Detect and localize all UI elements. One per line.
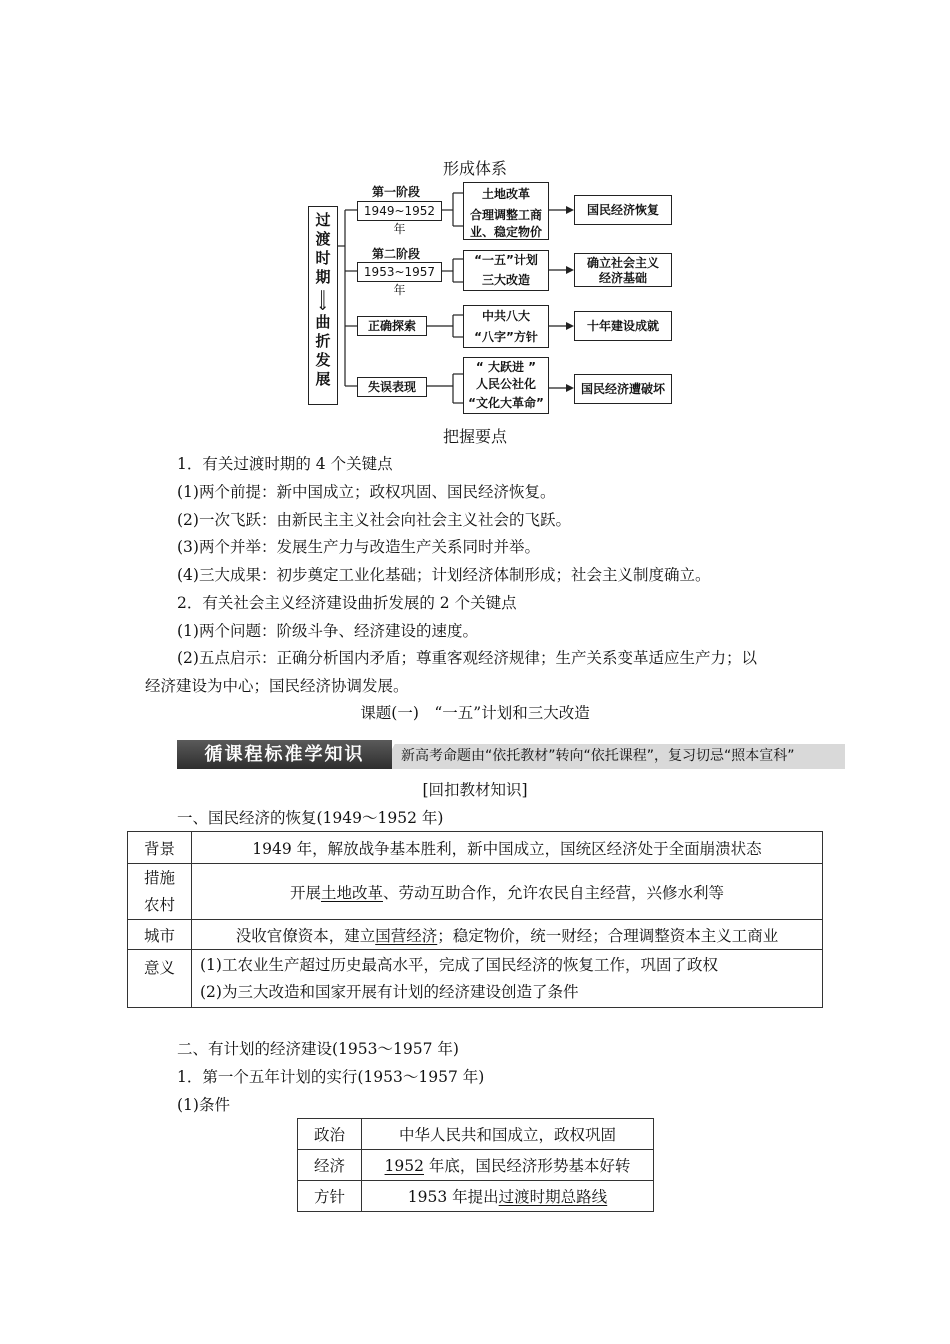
text-segment: 开展: [289, 883, 321, 902]
branch3-item-a: 中共八大: [481, 309, 530, 323]
branch4-item-b: “文化大革命”: [468, 396, 544, 410]
stage2-result-line2: 经济基础: [598, 271, 647, 285]
diagram-subtitle: 把握要点: [442, 427, 507, 446]
left-char: 期: [315, 268, 331, 286]
key-point-heading-2: 2．有关社会主义经济建设曲折发展的 2 个关键点: [177, 594, 517, 612]
row-label: 意义: [128, 950, 192, 1008]
row-label: 政治: [298, 1119, 362, 1150]
row-label: 背景: [128, 832, 192, 864]
row-text-line: (2)为三大改造和国家开展有计划的经济建设创造了条件: [200, 982, 579, 1001]
row-text: [362, 1181, 654, 1212]
left-char: 展: [315, 370, 331, 388]
stage1-years: 1949~1952年: [357, 201, 442, 221]
row-label-line: 措施: [143, 868, 175, 887]
stage2-item-a: “一五”计划: [474, 253, 538, 267]
table-row: [128, 864, 823, 920]
text-segment: 年底，国民经济形势基本好转: [424, 1157, 631, 1175]
section-banner: [177, 740, 845, 769]
stage2-result-line1: 确立社会主义: [586, 256, 659, 270]
key-point-2-1: (1)两个问题：阶级斗争、经济建设的速度。: [177, 622, 478, 640]
row-label: 城市: [128, 920, 192, 950]
left-char: 发: [315, 351, 331, 369]
row-text: [362, 1150, 654, 1181]
row-text: [192, 950, 823, 1008]
stage2-item-b: 三大改造: [481, 273, 530, 287]
stage1-item-b-line2: 业、稳定物价: [469, 225, 542, 239]
table-row: [298, 1181, 654, 1212]
conditions-table: [297, 1118, 654, 1212]
left-char: 渡: [315, 230, 331, 248]
key-point-1-4: (4)三大成果：初步奠定工业化基础；计划经济体制形成；社会主义制度确立。: [177, 566, 711, 584]
recovery-table: [127, 831, 823, 1008]
text-segment: 、劳动互助合作，允许农民自主经营，兴修水利等: [383, 883, 725, 902]
branch3-items-box: [463, 305, 549, 348]
branch3-result: 十年建设成就: [574, 311, 672, 341]
stage2-items-box: [463, 250, 549, 291]
underlined-term: 国营经济: [375, 926, 438, 945]
lesson-title: 课题(一) “一五”计划和三大改造: [360, 704, 590, 722]
row-text-line: (1)工农业生产超过历史最高水平，完成了国民经济的恢复工作，巩固了政权: [200, 955, 718, 974]
stage1-result: 国民经济恢复: [574, 195, 672, 225]
left-char: 时: [315, 249, 331, 267]
banner-title: 循课程标准学知识: [177, 740, 392, 769]
stage1-item-a: 土地改革: [481, 187, 530, 201]
table-row: [298, 1150, 654, 1181]
section1-heading: 一、国民经济的恢复(1949～1952 年): [177, 809, 444, 827]
row-label: 方针: [298, 1181, 362, 1212]
section2-sub1-1: (1)条件: [177, 1096, 230, 1114]
key-point-1-3: (3)两个并举：发展生产力与改造生产关系同时并举。: [177, 538, 540, 556]
stage2-label: 第二阶段: [372, 247, 421, 261]
table-row: [128, 920, 823, 950]
row-label-line: 农村: [143, 895, 175, 914]
left-column-box: [308, 206, 338, 405]
stage1-item-b-line1: 合理调整工商: [469, 208, 542, 222]
left-char: 折: [315, 332, 331, 350]
recall-heading: [回扣教材知识]: [422, 781, 528, 799]
underlined-term: 土地改革: [320, 883, 383, 902]
stage2-result-box: [574, 253, 672, 287]
down-arrow-icon: ⟹: [314, 289, 332, 311]
key-point-1-1: (1)两个前提：新中国成立；政权巩固、国民经济恢复。: [177, 483, 556, 501]
text-segment: 没收官僚资本，建立: [235, 926, 376, 945]
underlined-term: 1952: [384, 1157, 424, 1175]
branch4-result: 国民经济遭破坏: [574, 374, 672, 404]
table-row: [128, 832, 823, 864]
row-text: 中华人民共和国成立，政权巩固: [362, 1119, 654, 1150]
row-label: [128, 864, 192, 920]
key-point-2-2-line2: 经济建设为中心；国民经济协调发展。: [145, 677, 409, 695]
row-text: 1949 年，解放战争基本胜利，新中国成立，国统区经济处于全面崩溃状态: [192, 832, 823, 864]
diagram-title: 形成体系: [442, 159, 507, 178]
left-char: 过: [315, 211, 331, 229]
banner-subtitle: 新高考命题由“依托教材”转向“依托课程”，复习切忌“照本宣科”: [377, 744, 845, 769]
table-row: [298, 1119, 654, 1150]
branch4-label: 失误表现: [357, 377, 427, 397]
text-segment: ；稳定物价，统一财经；合理调整资本主义工商业: [437, 926, 779, 945]
text-segment: 1953 年提出: [407, 1188, 499, 1206]
stage1-items-box: [463, 182, 549, 240]
underlined-term: 过渡时期总路线: [498, 1188, 608, 1206]
row-text: [192, 864, 823, 920]
stage1-label: 第一阶段: [372, 185, 421, 199]
row-label: 经济: [298, 1150, 362, 1181]
section2-heading: 二、有计划的经济建设(1953～1957 年): [177, 1040, 459, 1058]
branch4-items-box: [463, 357, 549, 414]
table-row: [128, 950, 823, 1008]
key-point-1-2: (2)一次飞跃：由新民主主义社会向社会主义社会的飞跃。: [177, 511, 571, 529]
branch4-item-a-line1: “ 大跃进 ”: [475, 360, 537, 374]
section2-sub1: 1．第一个五年计划的实行(1953～1957 年): [177, 1068, 485, 1086]
branch3-label: 正确探索: [357, 316, 427, 336]
left-char: 曲: [315, 313, 331, 331]
row-text: [192, 920, 823, 950]
key-point-heading-1: 1．有关过渡时期的 4 个关键点: [177, 455, 393, 473]
key-point-2-2-line1: (2)五点启示：正确分析国内矛盾；尊重客观经济规律；生产关系变革适应生产力；以: [177, 649, 757, 667]
branch3-item-b: “八字”方针: [474, 330, 538, 344]
branch4-item-a-line2: 人民公社化: [475, 377, 536, 391]
stage2-years: 1953~1957年: [357, 262, 442, 282]
